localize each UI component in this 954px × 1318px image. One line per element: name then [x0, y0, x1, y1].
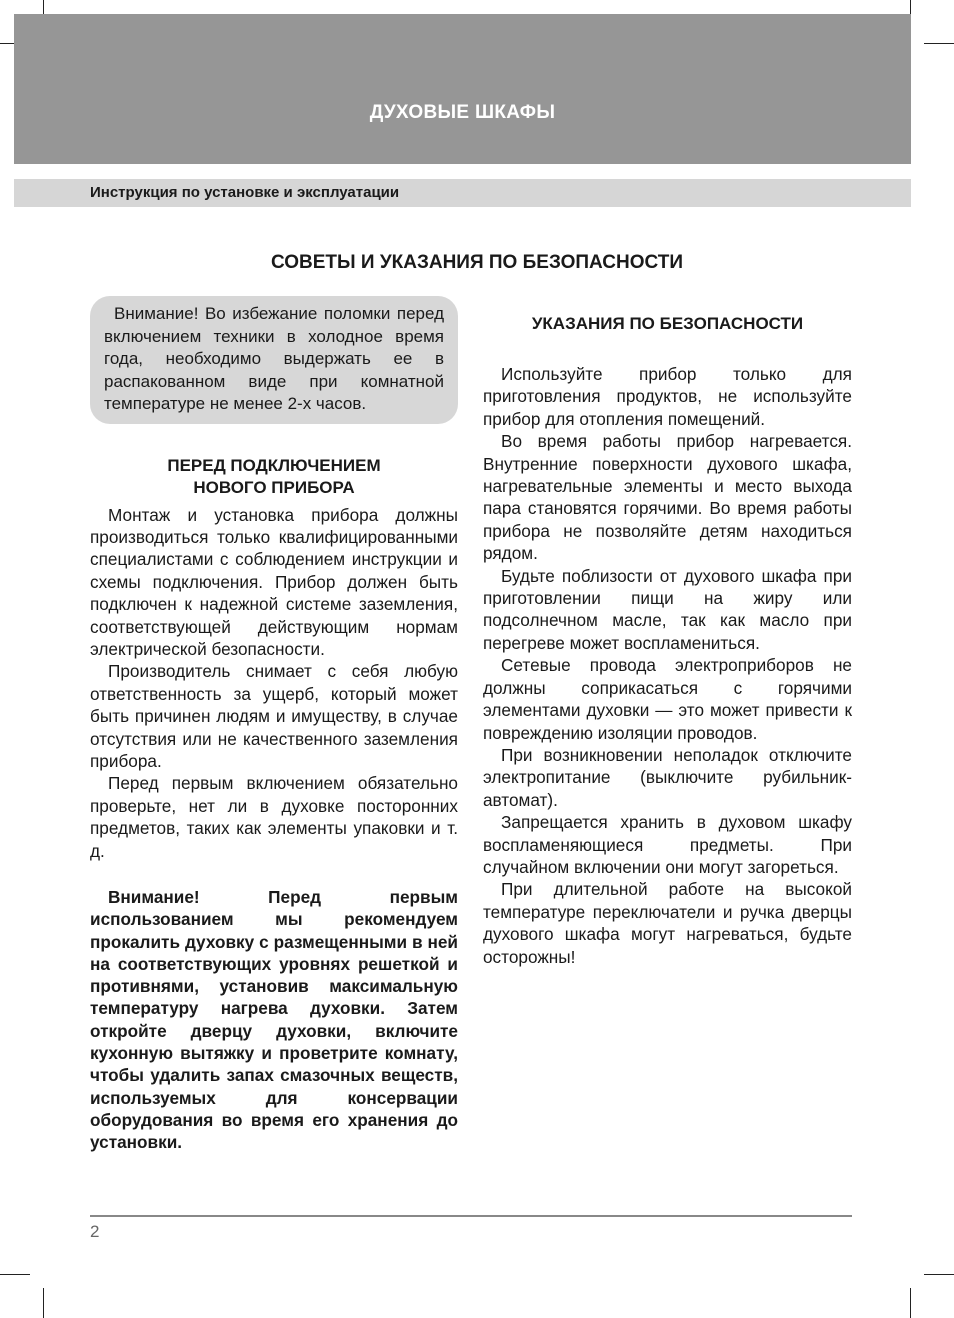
crop-mark: [43, 1288, 44, 1318]
paragraph-group: [483, 363, 852, 968]
paragraph: Монтаж и установка прибора должны производиться только квалифицированными специалистами с соблюдением инструкции и схемы подключения. Прибор должен быть подключен к надежной системе заземления, соответствующей действующим нормам электрической безопасности.: [90, 504, 458, 659]
notice-box: Внимание! Во избежание поломки перед включением техники в холодное время года, необходимо выдержать ее в распакованном виде при комнатной температуре не менее 2-х часов.: [90, 296, 458, 424]
page-title: СОВЕТЫ И УКАЗАНИЯ ПО БЕЗОПАСНОСТИ: [270, 252, 684, 273]
section-heading-before-connection: [90, 455, 458, 499]
section-heading-safety: УКАЗАНИЯ ПО БЕЗОПАСНОСТИ: [531, 314, 804, 333]
paragraph: При длительной работе на высокой температуре переключатели и ручка дверцы духового шкафа могут нагреваться, будьте осторожны!: [483, 879, 852, 967]
crop-mark: [910, 1288, 911, 1318]
paragraph: Во время работы прибор нагревается. Внутренние поверхности духового шкафа, нагревательные элементы и место выхода пара становятся горячими. Во время работы прибора не позволяйте детям находиться рядом.: [483, 431, 852, 564]
header-title: ДУХОВЫЕ ШКАФЫ: [369, 102, 556, 123]
header-band: [14, 14, 911, 164]
paragraph: Производитель снимает с себя любую ответственность за ущерб, который может быть причинен людям и имуществу, в случае отсутствия или не качественного заземления прибора.: [90, 661, 458, 771]
crop-mark: [0, 1274, 30, 1275]
right-column: [483, 296, 852, 968]
paragraph: Будьте поблизости от духового шкафа при приготовлении пищи на жиру или подсолнечном масле, так как масло при перегреве может воспламениться.: [483, 565, 852, 653]
paragraph: Перед первым включением обязательно проверьте, нет ли в духовке посторонних предметов, таких как элементы упаковки и т. д.: [90, 773, 458, 861]
paragraph: Запрещается хранить в духовом шкафу воспламеняющиеся предметы. При случайном включении они могут загореться.: [483, 812, 852, 877]
warning-paragraph: Внимание! Перед первым использованием мы рекомендуем прокалить духовку с размещенными в ней на соответствующих уровнях решеткой и противнями, установив максимальную температуру нагрева духовки. Затем откройте дверцу духовки, включите кухонную вытяжку и проветрите комнату, чтобы удалить запах смазочных веществ, используемых для консервации оборудования во время его хранения до установки.: [90, 887, 458, 1153]
subheader-title: Инструкция по установке и эксплуатации: [90, 184, 400, 201]
subheader-band: [14, 179, 911, 207]
paragraph: При возникновении неполадок отключите электропитание (выключите рубильник-автомат).: [483, 744, 852, 810]
crop-mark: [924, 43, 954, 44]
crop-mark: [924, 1274, 954, 1275]
paragraph-group: [90, 504, 458, 863]
section-heading-line: ПЕРЕД ПОДКЛЮЧЕНИЕМ: [167, 455, 381, 475]
section-heading-line: НОВОГО ПРИБОРА: [193, 477, 355, 497]
footer-divider: [90, 1215, 852, 1217]
paragraph: Используйте прибор только для приготовления продуктов, не используйте прибор для отопления помещений.: [483, 364, 852, 429]
page-number: 2: [90, 1222, 100, 1241]
left-column: [90, 296, 458, 1154]
paragraph: Сетевые провода электроприборов не должны соприкасаться с горячими элементами духовки — это может привести к повреждению изоляции проводов.: [483, 655, 852, 743]
